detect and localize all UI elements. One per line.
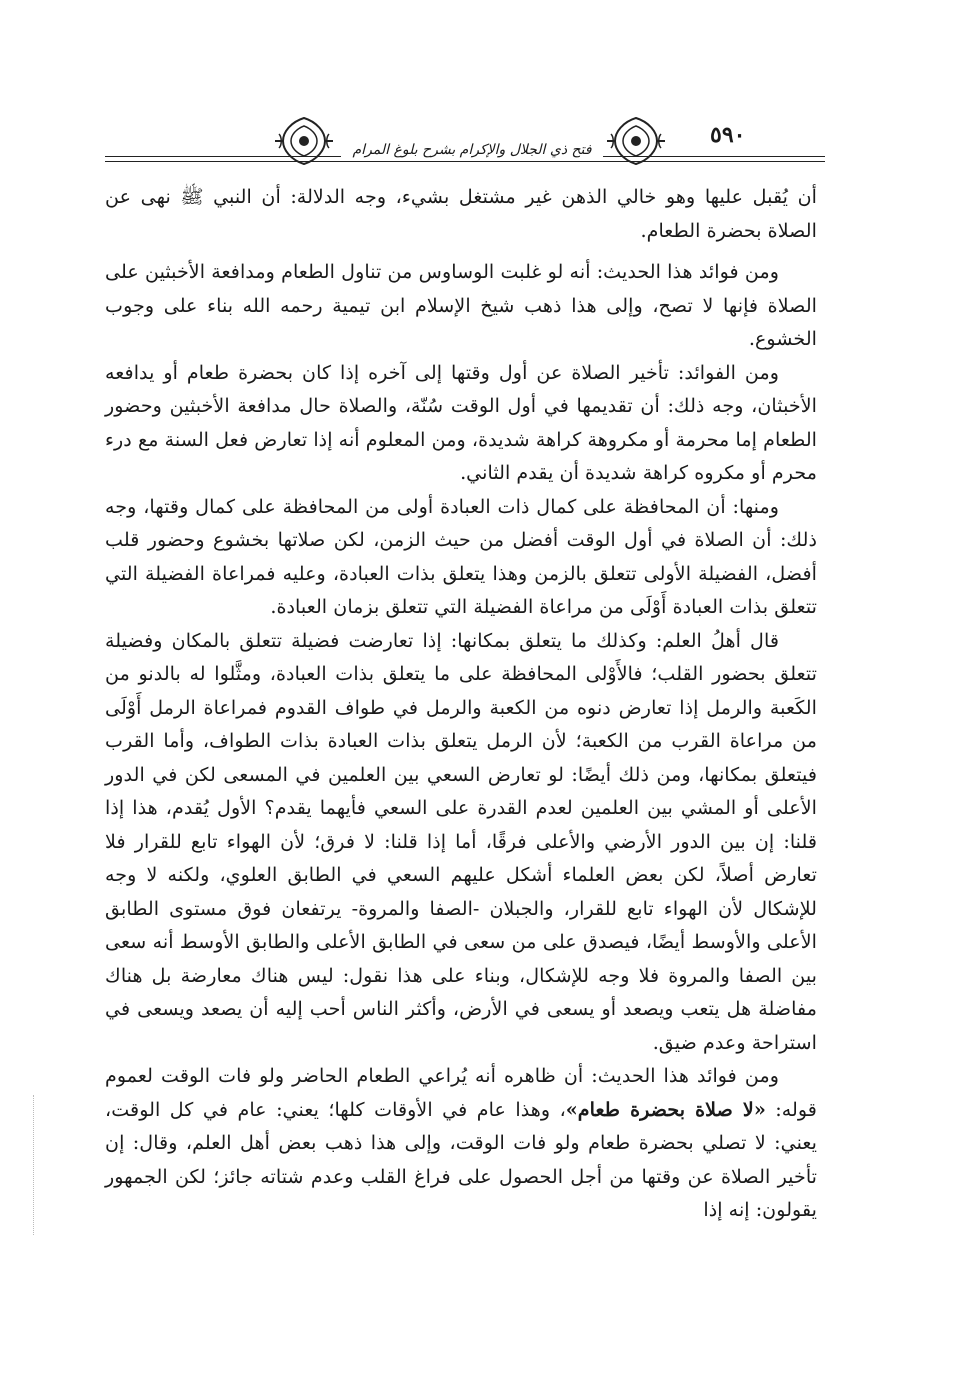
paragraph: أن يُقبل عليها وهو خالي الذهن غير مشتغل بشيء، وجه الدلالة: أن النبي ﷺ نهى عن الصلاة بحضرة الطعام.: [105, 185, 817, 242]
hadith-quote: «لا صلاة بحضرة طعام»: [565, 1097, 766, 1121]
left-ornament-icon: [273, 114, 335, 168]
running-title: فتح ذي الجلال والإكرام بشرح بلوغ المرام: [341, 142, 603, 158]
paragraph-text-after: ، وهذا عام في الأوقات كلها؛ يعني: عام في كل الوقت، يعني: لا تصلي بحضرة طعام ولو فات الوقت، وإلى هذا ذهب بعض أهل العلم، وقال: إن تأخير الصلاة عن وقتها من أجل الحصول على فراغ القلب وعدم شتاته جائز؛ لكن الجمهور يقولون: إنه إذا: [105, 1097, 817, 1221]
paragraph: [105, 1059, 817, 1227]
header-rule-thin: [105, 161, 825, 162]
main-text: [105, 180, 817, 1227]
page-header: [105, 112, 825, 172]
paragraph: ومن الفوائد: تأخير الصلاة عن أول وقتها إلى آخره إذا كان بحضرة طعام أو يدافعه الأخبثان، وجه ذلك: أن تقديمها في أول الوقت سُنّة، والصلاة حال مدافعة الأخبثين وحضور الطعام إما محرمة أو مكروهة كراهة شديدة، ومن المعلوم أنه إذا تعارض فعل السنة مع درء محرم أو مكروه كراهة شديدة أن يقدم الثاني.: [105, 360, 817, 484]
paragraph-text-before: ومن فوائد هذا الحديث: أن ظاهره أنه يُراعي الطعام الحاضر ولو فات الوقت لعموم قوله:: [105, 1064, 817, 1121]
paragraph: قال أهلُ العلم: وكذلك ما يتعلق بمكانها: إذا تعارضت فضيلة تتعلق بالمكان وفضيلة تتعلق بحضور القلب؛ فالأَوْلى المحافظة على ما يتعلق بذات العبادة، ومثَّلوا له بالدنو من الكَعبة والرمل إذا تعارض دنوه من الكعبة والرمل في طواف القدوم فمراعاة الرمل أَوْلَى من مراعاة القرب من الكعبة؛ لأن الرمل يتعلق بذات العبادة بذات الطواف، وأما القرب فيتعلق بمكانها، ومن ذلك أيضًا: لو تعارض السعي بين العلمين في المسعى لكن في الدور الأعلى أو المشي بين العلمين لعدم القدرة على السعي فأيهما يقدم؟ الأول يُقدم، هذا إذا قلنا: إن بين الدور الأرضي والأعلى فرقًا، أما إذا قلنا: لا فرق؛ لأن الهواء تابع للقرار فلا تعارض أصلاً، لكن بعض العلماء أشكل عليهم السعي في الطابق العلوي، ولكنه لا وجه للإشكال لأن الهواء تابع للقرار، والجبلان -الصفا والمروة- يرتفعان فوق مستوى الطابق الأعلى والأوسط أيضًا، فيصدق على من سعى في الطابق الأعلى والطابق الأوسط أنه سعى بين الصفا والمروة فلا وجه للإشكال، وبناء على هذا نقول: ليس هناك معارضة بل هناك مفاضلة هل يتعب ويصعد أو يسعى في الأرض، وأكثر الناس أحب إليه أن يصعد ويسعى في استراحة وعدم ضيق.: [105, 628, 817, 1054]
paragraph: ومنها: أن المحافظة على كمال ذات العبادة أولى من المحافظة على كمال وقتها، وجه ذلك: أن الصلاة في أول الوقت أفضل من حيث الزمن، لكن صلاتها بخشوع وحضور قلب أفضل، الفضيلة الأولى تتعلق بالزمن وهذا يتعلق بذات العبادة، وعليه فمراعاة الفضيلة التي تتعلق بذات العبادة أَوْلَى من مراعاة الفضيلة التي تتعلق بزمان العبادة.: [105, 494, 817, 618]
right-ornament-icon: [605, 114, 667, 168]
paragraph: ومن فوائد هذا الحديث: أنه لو غلبت الوساوس من تناول الطعام ومدافعة الأخبثين على الصلاة فإنها لا تصح، وإلى هذا ذهب شيخ الإسلام ابن تيمية رحمه الله بناء على وجوب الخشوع.: [105, 260, 817, 350]
margin-scan-marks: [33, 1095, 38, 1235]
page-number: ٥٩٠: [710, 122, 746, 148]
